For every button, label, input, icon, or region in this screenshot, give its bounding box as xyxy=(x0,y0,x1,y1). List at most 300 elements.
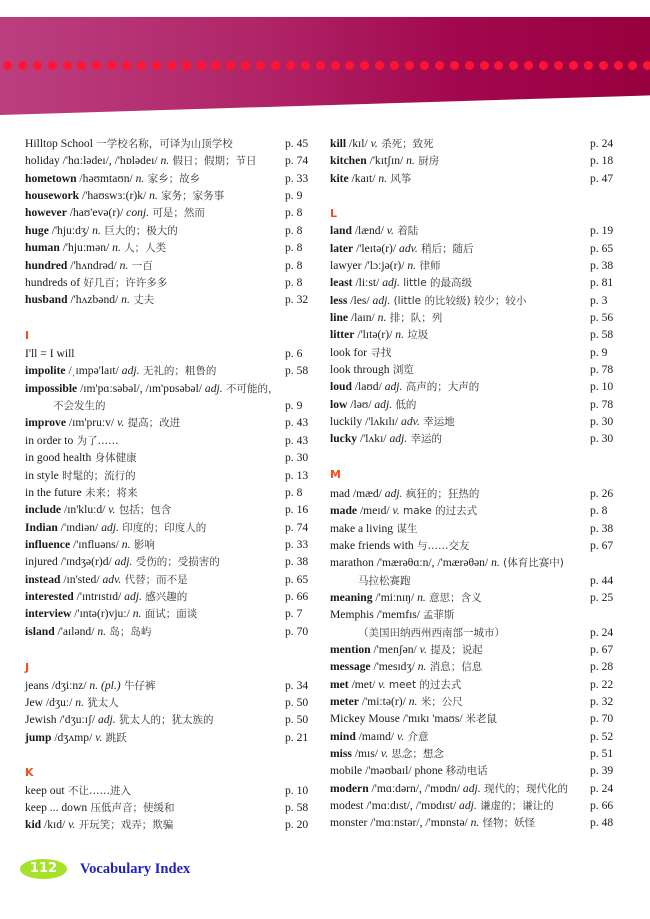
entry-page-ref: p. 67 xyxy=(590,539,614,552)
entry-part-of-speech: adj. xyxy=(97,713,116,726)
entry-chinese-meaning: 与……交友 xyxy=(413,540,470,552)
entry-headword: Memphis xyxy=(330,608,374,621)
entry-chinese-meaning: 幸运地 xyxy=(419,416,455,428)
entry-page-ref: p. 74 xyxy=(285,154,309,167)
entry-pronunciation: /kaɪt/ xyxy=(348,172,379,185)
decorative-dot xyxy=(390,61,399,70)
entry-page-ref: p. 38 xyxy=(590,522,614,535)
entry-headword: mad xyxy=(330,487,350,500)
entry-chinese-meaning: 犹太人 xyxy=(83,697,119,709)
entry-chinese-meaning: 面试；面谈 xyxy=(141,608,198,620)
entry-pronunciation: /dʒʌmp/ xyxy=(51,731,96,744)
entry-chinese-meaning: 压低声音；使缓和 xyxy=(87,802,175,814)
entry-page-ref: p. 32 xyxy=(590,695,614,708)
entry-headword: jump xyxy=(25,731,52,744)
vocab-entry xyxy=(330,641,614,658)
decorative-dot xyxy=(316,61,325,70)
entry-part-of-speech: adj. xyxy=(101,521,119,534)
entry-headword: met xyxy=(330,678,349,691)
entry-headword: instead xyxy=(25,573,61,586)
entry-pronunciation: /'lɪtə(r)/ xyxy=(354,328,396,341)
entry-part-of-speech: n. xyxy=(97,625,107,638)
entry-continuation xyxy=(330,572,614,589)
entry-headword: message xyxy=(330,660,371,673)
entry-chinese-meaning: 为了…… xyxy=(73,435,119,447)
entry-headword: I'll = I will xyxy=(25,347,75,360)
section-letter: J xyxy=(25,661,30,674)
vocab-entry xyxy=(330,292,608,309)
entry-headword: housework xyxy=(25,189,80,202)
entry-chinese-meaning: 厨房 xyxy=(414,155,440,167)
vocab-entry xyxy=(330,554,564,571)
entry-part-of-speech: adv. xyxy=(401,415,420,428)
entry-pronunciation: /kɪd/ xyxy=(41,818,69,831)
entry-headword: less xyxy=(330,294,348,307)
vocab-entry xyxy=(25,170,309,187)
entry-headword: marathon xyxy=(330,556,374,569)
entry-chinese-meaning: 米老鼠 xyxy=(465,713,497,725)
entry-page-ref: p. 38 xyxy=(590,259,614,272)
entry-page-ref: p. 58 xyxy=(285,364,309,377)
entry-page-ref: p. 65 xyxy=(285,573,309,586)
entry-part-of-speech: adj. xyxy=(372,294,391,307)
vocab-entry xyxy=(330,658,614,675)
entry-pronunciation: /les/ xyxy=(347,294,373,307)
entry-headword: in the future xyxy=(25,486,82,499)
entry-part-of-speech: adj. xyxy=(124,590,142,603)
vocab-entry xyxy=(330,430,614,447)
entry-headword: mention xyxy=(330,643,371,656)
vocab-entry xyxy=(25,257,303,274)
entry-page-ref: p. 6 xyxy=(285,347,303,360)
entry-continuation xyxy=(330,624,614,641)
vocab-entry xyxy=(330,745,614,762)
entry-headword: meter xyxy=(330,695,359,708)
entry-chinese-meaning: 寻找 xyxy=(367,347,392,359)
entry-page-ref: p. 45 xyxy=(285,137,309,150)
decorative-dot xyxy=(256,61,265,70)
entry-part-of-speech: adj. xyxy=(389,432,408,445)
vocab-entry xyxy=(25,380,278,397)
entry-page-ref: p. 26 xyxy=(590,487,614,500)
entry-part-of-speech: n. xyxy=(135,172,145,185)
entry-chinese-meaning: 风筝 xyxy=(387,173,412,185)
entry-chinese-meaning: 不让……进入 xyxy=(64,785,131,797)
entry-pronunciation: /haʊ'evə(r)/ xyxy=(66,206,127,219)
entry-pronunciation: /'hɑːlədeɪ/, /'hɒlədeɪ/ xyxy=(59,154,161,167)
entry-headword: hundreds of xyxy=(25,276,81,289)
decorative-dot xyxy=(241,61,250,70)
decorative-dot xyxy=(331,61,340,70)
entry-chinese-meaning: 怪物；妖怪 xyxy=(479,817,536,829)
entry-chinese-meaning: 思念；想念 xyxy=(388,748,444,760)
entry-part-of-speech: n. xyxy=(149,189,158,202)
entry-part-of-speech: v. xyxy=(68,818,76,831)
entry-pronunciation: /həʊmtaʊn/ xyxy=(76,172,136,185)
decorative-dot xyxy=(494,61,503,70)
entry-chinese-meaning: 未来；将来 xyxy=(81,487,138,499)
entry-chinese-meaning: 浏览 xyxy=(389,364,414,376)
entry-part-of-speech: v. xyxy=(108,503,116,516)
entry-pronunciation: /'menʃən/ xyxy=(370,643,420,656)
entry-chinese-meaning: 一学校名称，可译为山顶学校 xyxy=(92,138,233,150)
entry-page-ref: p. 67 xyxy=(590,643,614,656)
entry-chinese-meaning: 印度的；印度人的 xyxy=(118,522,207,534)
vocab-entry xyxy=(25,467,309,484)
entry-page-ref: p. 7 xyxy=(285,607,303,620)
vocab-entry xyxy=(330,413,614,430)
entry-page-ref: p. 18 xyxy=(590,154,614,167)
entry-pronunciation: /'ɪndiən/ xyxy=(57,521,102,534)
entry-headword: modest xyxy=(330,799,364,812)
decorative-dot xyxy=(226,61,235,70)
entry-chinese-meaning: 家务；家务事 xyxy=(157,190,225,202)
vocab-entry xyxy=(330,170,614,187)
entry-headword: include xyxy=(25,503,62,516)
entry-part-of-speech: n. xyxy=(491,556,500,569)
decorative-dot xyxy=(18,61,27,70)
entry-headword: meaning xyxy=(330,591,373,604)
entry-page-ref: p. 8 xyxy=(285,486,303,499)
entry-pronunciation: /ɪm'pruːv/ xyxy=(66,416,118,429)
vocab-entry xyxy=(25,816,309,833)
entry-chinese-meaning: 开玩笑；戏弄；欺骗 xyxy=(75,819,174,831)
vocab-entry xyxy=(330,780,614,797)
entry-chinese-meaning: 巨大的；极大的 xyxy=(100,225,178,237)
vocab-entry xyxy=(330,240,614,257)
vocab-entry xyxy=(25,536,309,553)
vocab-entry xyxy=(330,396,614,413)
entry-headword: make friends with xyxy=(330,539,414,552)
vocab-entry xyxy=(25,782,309,799)
entry-page-ref: p. 34 xyxy=(285,679,309,692)
decorative-dot xyxy=(465,61,474,70)
entry-page-ref: p. 33 xyxy=(285,172,309,185)
entry-pronunciation: /'memfɪs/ xyxy=(373,608,423,621)
vocab-entry xyxy=(25,711,309,728)
entry-continuation xyxy=(25,397,303,414)
entry-part-of-speech: v. xyxy=(419,643,427,656)
decorative-dot xyxy=(599,61,608,70)
vocab-entry xyxy=(330,537,614,554)
vocab-entry xyxy=(330,762,614,779)
entry-part-of-speech: adj. xyxy=(384,380,403,393)
vocab-entry xyxy=(330,344,608,361)
entry-page-ref: p. 16 xyxy=(285,503,309,516)
vocab-entry xyxy=(330,502,608,519)
entry-headword: modern xyxy=(330,782,369,795)
entry-headword: in order to xyxy=(25,434,74,447)
entry-chinese-meaning: 人；人类 xyxy=(120,242,167,254)
entry-page-ref: p. 24 xyxy=(590,782,614,795)
entry-chinese-meaning: little 的最高级 xyxy=(399,277,473,289)
entry-chinese-meaning: 现代的；现代化的 xyxy=(480,783,568,795)
entry-pronunciation: /meɪd/ xyxy=(357,504,393,517)
entry-part-of-speech: n. xyxy=(417,660,427,673)
entry-headword: jeans xyxy=(25,679,49,692)
vocab-entry xyxy=(330,728,614,745)
entry-part-of-speech: adj. xyxy=(384,487,403,500)
entry-part-of-speech: n. xyxy=(470,816,480,829)
entry-chinese-meaning: 感兴趣的 xyxy=(141,591,188,603)
entry-pronunciation: /'haʊswɜː(r)k/ xyxy=(79,189,150,202)
vocab-entry xyxy=(330,378,614,395)
entry-page-ref: p. 66 xyxy=(590,799,614,812)
section-letter: L xyxy=(330,207,338,220)
decorative-dot xyxy=(584,61,593,70)
vocab-entry xyxy=(330,676,614,693)
decorative-dot xyxy=(509,61,518,70)
vocab-entry xyxy=(25,432,309,449)
entry-part-of-speech: n. xyxy=(406,154,415,167)
section-letter: M xyxy=(330,468,341,481)
entry-pronunciation: /'lɔːjə(r)/ xyxy=(361,259,408,272)
vocab-entry xyxy=(25,605,303,622)
vocab-entry xyxy=(330,485,614,502)
entry-part-of-speech: n. xyxy=(119,259,129,272)
entry-page-ref: p. 43 xyxy=(285,416,309,429)
entry-chinese-meaning: 高声的；大声的 xyxy=(402,381,480,393)
entry-page-ref: p. 44 xyxy=(590,574,614,587)
entry-pronunciation: /'hʌzbənd/ xyxy=(67,293,122,306)
entry-part-of-speech: n. xyxy=(407,259,417,272)
entry-chinese-meaning: 马拉松赛跑 xyxy=(358,575,411,587)
decorative-dot xyxy=(375,61,384,70)
entry-page-ref: p. 24 xyxy=(590,137,614,150)
entry-chinese-meaning: 一百 xyxy=(128,260,153,272)
entry-pronunciation: /laʊd/ xyxy=(351,380,385,393)
entry-pronunciation: /'mɑːdɪst/, /'mɒdɪst/ xyxy=(363,799,460,812)
vocab-entry xyxy=(25,345,303,362)
entry-page-ref: p. 50 xyxy=(285,713,309,726)
entry-pronunciation: /'ɪnfluəns/ xyxy=(70,538,122,551)
entry-page-ref: p. 13 xyxy=(285,469,309,482)
decorative-dot xyxy=(122,61,131,70)
entry-part-of-speech: conj. xyxy=(126,206,150,219)
entry-part-of-speech: n. xyxy=(408,695,418,708)
entry-part-of-speech: n. (pl.) xyxy=(89,679,121,692)
decorative-dot xyxy=(286,61,295,70)
entry-page-ref: p. 43 xyxy=(285,434,309,447)
entry-pronunciation: /ˌɪmpə'laɪt/ xyxy=(65,364,122,377)
entry-chinese-meaning: 垃圾 xyxy=(403,329,429,341)
decorative-dot xyxy=(480,61,489,70)
entry-headword: luckily xyxy=(330,415,363,428)
entry-part-of-speech: adj. xyxy=(459,799,477,812)
decorative-dot xyxy=(360,61,369,70)
entry-headword: human xyxy=(25,241,60,254)
entry-pronunciation: /liːst/ xyxy=(352,276,383,289)
entry-headword: Jew xyxy=(25,696,44,709)
entry-page-ref: p. 66 xyxy=(285,590,309,603)
entry-chinese-meaning: 谋生 xyxy=(393,523,418,535)
entry-pronunciation: /kɪl/ xyxy=(346,137,371,150)
entry-chinese-meaning: 提高；改进 xyxy=(124,417,181,429)
vocab-entry xyxy=(25,274,303,291)
decorative-dot xyxy=(211,61,220,70)
entry-part-of-speech: v. xyxy=(392,504,400,517)
entry-page-ref: p. 50 xyxy=(285,696,309,709)
entry-headword: make a living xyxy=(330,522,394,535)
entry-chinese-meaning: 谦虚的；谦让的 xyxy=(476,800,554,812)
entry-headword: kite xyxy=(330,172,349,185)
entry-pronunciation: /'miːnɪŋ/ xyxy=(372,591,418,604)
entry-page-ref: p. 3 xyxy=(590,294,608,307)
decorative-dot xyxy=(301,61,310,70)
entry-chinese-meaning: meet 的过去式 xyxy=(385,679,462,691)
entry-headword: loud xyxy=(330,380,352,393)
decorative-dot xyxy=(450,61,459,70)
entry-headword: however xyxy=(25,206,67,219)
entry-part-of-speech: n. xyxy=(75,696,84,709)
entry-chinese-meaning: 时髦的；流行的 xyxy=(58,470,136,482)
entry-headword: Jewish xyxy=(25,713,57,726)
entry-headword: monster xyxy=(330,816,368,829)
entry-chinese-meaning: 稍后；随后 xyxy=(417,243,474,255)
decorative-dot xyxy=(33,61,42,70)
entry-headword: look for xyxy=(330,346,368,359)
entry-chinese-meaning: 影响 xyxy=(130,539,155,551)
entry-pronunciation: /'dʒuːɪʃ/ xyxy=(56,713,98,726)
entry-page-ref: p. 30 xyxy=(590,415,614,428)
entry-chinese-meaning: 好几百；许许多多 xyxy=(80,277,168,289)
entry-headword: Indian xyxy=(25,521,58,534)
entry-chinese-meaning: 意思；含义 xyxy=(425,592,482,604)
entry-pronunciation: /'miːtə(r)/ xyxy=(358,695,409,708)
entry-chinese-meaning: make 的过去式 xyxy=(399,505,478,517)
entry-headword: kid xyxy=(25,818,42,831)
entry-chinese-meaning: 代替；而不是 xyxy=(121,574,188,586)
entry-pronunciation: /'hjuːmən/ xyxy=(59,241,113,254)
vocab-entry xyxy=(25,291,309,308)
entry-chinese-meaning: 排；队；列 xyxy=(386,312,443,324)
entry-chinese-meaning: 可是；然而 xyxy=(149,207,205,219)
decorative-dot xyxy=(107,61,116,70)
vocab-entry xyxy=(330,814,614,831)
entry-chinese-meaning: （美国田纳西州西南部一城市） xyxy=(358,627,505,639)
vocab-entry xyxy=(25,588,309,605)
entry-headword: kitchen xyxy=(330,154,367,167)
entry-pronunciation: /dʒuː/ xyxy=(43,696,76,709)
entry-chinese-meaning: 律师 xyxy=(416,260,441,272)
entry-page-ref: p. 78 xyxy=(590,398,614,411)
entry-headword: litter xyxy=(330,328,355,341)
entry-headword: low xyxy=(330,398,348,411)
vocab-entry xyxy=(330,309,614,326)
entry-page-ref: p. 70 xyxy=(285,625,309,638)
entry-headword: least xyxy=(330,276,353,289)
entry-chinese-meaning: 包括；包含 xyxy=(115,504,172,516)
entry-chinese-meaning: 低的 xyxy=(392,399,417,411)
decorative-dot xyxy=(77,61,86,70)
entry-part-of-speech: n. xyxy=(160,154,170,167)
entry-chinese-meaning: 丈夫 xyxy=(129,294,155,306)
vocab-entry xyxy=(25,222,303,239)
entry-headword: keep out xyxy=(25,784,65,797)
entry-pronunciation: /'mesɪdʒ/ xyxy=(370,660,418,673)
entry-chinese-meaning: (体育比赛中) xyxy=(499,557,564,569)
entry-chinese-meaning: 杀死；致死 xyxy=(377,138,434,150)
entry-headword: in style xyxy=(25,469,59,482)
entry-headword: Hilltop School xyxy=(25,137,93,150)
entry-page-ref: p. 48 xyxy=(590,816,614,829)
entry-pronunciation: /dʒiːnz/ xyxy=(48,679,90,692)
entry-headword: influence xyxy=(25,538,71,551)
entry-headword: improve xyxy=(25,416,67,429)
entry-pronunciation: /'ɪntə(r)vjuː/ xyxy=(71,607,133,620)
entry-chinese-meaning: 着陆 xyxy=(393,225,419,237)
entry-headword: later xyxy=(330,242,354,255)
entry-headword: injured xyxy=(25,555,58,568)
entry-pronunciation: /laɪn/ xyxy=(348,311,378,324)
decorative-dot xyxy=(167,61,176,70)
entry-pronunciation: /'aɪlənd/ xyxy=(54,625,98,638)
entry-page-ref: p. 8 xyxy=(590,504,608,517)
entry-part-of-speech: adj. xyxy=(462,782,481,795)
entry-page-ref: p. 51 xyxy=(590,747,614,760)
entry-headword: lucky xyxy=(330,432,358,445)
entry-pronunciation: /'mɑːdərn/, /'mɒdn/ xyxy=(368,782,463,795)
entry-part-of-speech: v. xyxy=(378,678,386,691)
entry-headword: mobile xyxy=(330,764,363,777)
vocab-entry xyxy=(25,519,309,536)
decorative-dot xyxy=(92,61,101,70)
entry-chinese-meaning: 移动电话 xyxy=(445,765,488,777)
entry-headword: interested xyxy=(25,590,74,603)
entry-chinese-meaning: 岛；岛屿 xyxy=(106,626,152,638)
vocab-entry xyxy=(25,799,309,816)
vocab-entry xyxy=(25,187,303,204)
entry-pronunciation: /'ɪntrɪstɪd/ xyxy=(73,590,125,603)
entry-page-ref: p. 24 xyxy=(590,626,614,639)
entry-page-ref: p. 21 xyxy=(285,731,309,744)
decorative-dot xyxy=(271,61,280,70)
vocab-entry xyxy=(25,501,309,518)
vocab-entry xyxy=(25,694,309,711)
decorative-dot xyxy=(197,61,206,70)
vocab-entry xyxy=(25,135,309,152)
vocab-entry xyxy=(330,326,614,343)
entry-headword: in good health xyxy=(25,451,92,464)
section-letter: I xyxy=(25,329,30,342)
decorative-dot xyxy=(435,61,444,70)
entry-chinese-meaning: 跳跃 xyxy=(102,732,127,744)
entry-part-of-speech: v. xyxy=(380,747,389,760)
entry-headword: mind xyxy=(330,730,356,743)
entry-part-of-speech: v. xyxy=(386,224,394,237)
decorative-dot xyxy=(152,61,161,70)
entry-headword: lawyer xyxy=(330,259,362,272)
entry-headword: hometown xyxy=(25,172,77,185)
entry-page-ref: p. 33 xyxy=(285,538,309,551)
entry-page-ref: p. 28 xyxy=(590,660,614,673)
entry-part-of-speech: adj. xyxy=(114,555,133,568)
vocab-entry xyxy=(330,797,614,814)
vocab-entry xyxy=(330,606,454,623)
entry-part-of-speech: adj. xyxy=(374,398,393,411)
entry-headword: husband xyxy=(25,293,68,306)
entry-page-ref: p. 8 xyxy=(285,276,303,289)
entry-chinese-meaning: 介意 xyxy=(404,731,429,743)
entry-page-ref: p. 22 xyxy=(590,678,614,691)
entry-part-of-speech: n. xyxy=(121,538,131,551)
entry-headword: line xyxy=(330,311,349,324)
entry-headword: made xyxy=(330,504,358,517)
entry-headword: island xyxy=(25,625,55,638)
footer-title: Vocabulary Index xyxy=(80,861,191,877)
vocab-entry xyxy=(25,553,309,570)
section-letter: K xyxy=(25,766,34,779)
